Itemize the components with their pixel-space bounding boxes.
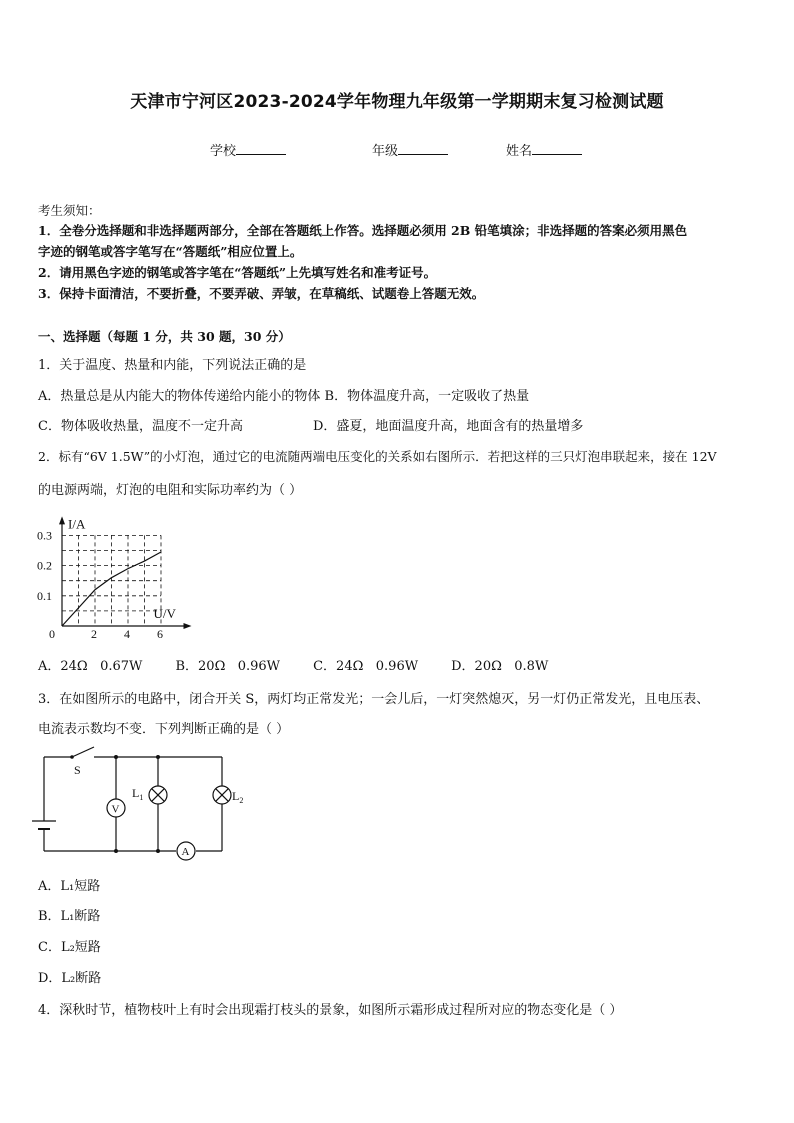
q1-option-d: D．盛夏，地面温度升高，地面含有的热量增多: [313, 419, 584, 434]
q3-option-a: A．L₁短路: [38, 879, 101, 894]
grade-field: [372, 140, 448, 159]
name-blank: [532, 142, 582, 155]
q3-option-c: C．L₂短路: [38, 940, 101, 955]
notice-item-1-line-2: 字迹的钢笔或答字笔写在“答题纸”相应位置上。: [38, 244, 303, 259]
exam-title: 天津市宁河区2023-2024学年物理九年级第一学期期末复习检测试题: [130, 92, 664, 112]
junction-dot: [114, 755, 118, 759]
circuit-diagram: [36, 745, 244, 865]
switch-label: S: [74, 763, 81, 777]
junction-dot: [156, 849, 160, 853]
notice-item-3: 3．保持卡面清洁，不要折叠，不要弄破、弄皱，在草稿纸、试题卷上答题无效。: [38, 286, 485, 301]
x-tick-label: 6: [157, 627, 163, 641]
q3-line-2: 电流表示数均不变．下列判断正确的是（ ）: [38, 722, 290, 737]
lamp-l2-label: $L_2$: [232, 789, 244, 805]
q2-options: A．24Ω 0.67W B．20Ω 0.96W C．24Ω 0.96W D．20Ω 0.8W: [38, 659, 549, 674]
notice-item-2: 2．请用黑色字迹的钢笔或答字笔在“答题纸”上先填写姓名和准考证号。: [38, 265, 437, 280]
junction-dot: [156, 755, 160, 759]
school-label: 学校: [210, 144, 237, 159]
switch-pivot-dot: [70, 755, 74, 759]
school-blank: [236, 142, 286, 155]
q3-line-1: 3．在如图所示的电路中，闭合开关 S，两灯均正常发光；一会儿后，一灯突然熄灭，另一灯仍正常发光，且电压表、: [38, 692, 710, 707]
x-axis-label: U/V: [153, 606, 176, 621]
q1-stem: 1．关于温度、热量和内能，下列说法正确的是: [38, 358, 307, 373]
x-tick-label: 2: [91, 627, 97, 641]
y-axis-arrow: [59, 516, 65, 524]
ammeter-label: A: [181, 846, 190, 858]
q4-stem: 4．深秋时节，植物枝叶上有时会出现霜打枝头的景象，如图所示霜形成过程所对应的物态变化是（ ）: [38, 1003, 623, 1018]
name-field: [506, 140, 582, 159]
section-heading: 一、选择题（每题 1 分，共 30 题，30 分）: [38, 329, 291, 344]
school-field: [210, 140, 286, 159]
chart-plot: [37, 516, 192, 641]
voltmeter-label: V: [111, 803, 120, 816]
y-tick-label: 0.3: [37, 528, 52, 543]
origin-label: 0: [49, 627, 55, 641]
grade-blank: [398, 142, 448, 155]
q2-line-1: 2．标有“6V 1.5W”的小灯泡，通过它的电流随两端电压变化的关系如右图所示．若把这样的三只灯泡串联起来，接在 12V: [38, 449, 717, 464]
q3-option-d: D．L₂断路: [38, 971, 102, 986]
junction-dot: [114, 849, 118, 853]
grade-label: 年级: [372, 144, 399, 159]
name-label: 姓名: [506, 144, 533, 159]
q2-line-2: 的电源两端，灯泡的电阻和实际功率约为（ ）: [38, 483, 303, 498]
q1-option-c: C．物体吸收热量，温度不一定升高: [38, 419, 243, 434]
notice-item-1-line-1: 1．全卷分选择题和非选择题两部分，全部在答题纸上作答。选择题必须用 2B 铅笔填涂；非选择题的答案必须用黑色: [38, 223, 688, 238]
y-axis-label: I/A: [68, 516, 86, 532]
q1-options-ab: A．热量总是从内能大的物体传递给内能小的物体 B．物体温度升高，一定吸收了热量: [38, 389, 530, 404]
iu-chart: [30, 505, 200, 645]
switch-blade: [72, 747, 94, 757]
q3-option-b: B．L₁断路: [38, 909, 101, 924]
x-tick-label: 4: [124, 627, 130, 641]
notice-heading: 考生须知：: [38, 203, 101, 218]
lamp-l1-label: $L_1$: [132, 786, 144, 802]
x-axis-arrow: [184, 623, 192, 629]
y-tick-label: 0.2: [37, 558, 52, 573]
y-tick-label: 0.1: [37, 588, 52, 603]
